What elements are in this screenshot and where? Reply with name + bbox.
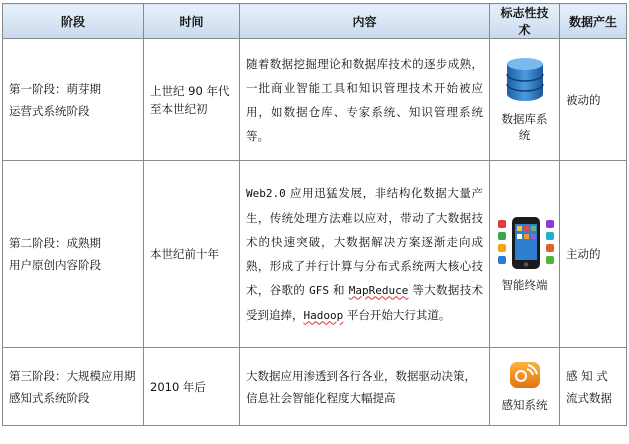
smartphone-icon [496, 216, 556, 273]
content-term: Hadoop [303, 308, 344, 322]
stage-subtitle: 感知式系统阶段 [9, 390, 90, 405]
tech-cell [490, 348, 560, 426]
time-cell [144, 39, 240, 161]
content-text: 应用迅猛发展，非结构化数据大量产生，传统处理方法难以应对，带动了大数据技术的快速突破，大数据解决方案逐渐走向成熟，形成了并行计算与分布式系统两大核心技术，谷歌的 [246, 185, 483, 297]
header-content: 内容 [240, 4, 490, 39]
stage-cell [3, 39, 144, 161]
big-data-stages-table [2, 3, 627, 426]
tech-cell [490, 39, 560, 161]
content-term: Web2.0 [246, 186, 286, 200]
stage-cell [3, 161, 144, 348]
time-cell [144, 348, 240, 426]
content-line: 信息社会智能化程度大幅提高 [246, 390, 396, 405]
generation-cell [560, 348, 627, 426]
header-generation: 数据产生 [560, 4, 627, 39]
content-text: 等大数据技术受到追捧， [246, 282, 484, 322]
tech-label: 智能终端 [501, 277, 548, 292]
content-cell: 随着数据挖掘理论和数据库技术的逐步成熟，一批商业智能工具和知识管理技术开始被应用，如数据仓库、专家系统、知识管理系统等。 [240, 39, 490, 161]
tech-cell [490, 161, 560, 348]
time-line: 至本世纪初 [150, 101, 208, 116]
content-text: 平台开始大行其道。 [343, 307, 451, 322]
generation-line: 感 知 式 [566, 368, 608, 383]
stage-name: 第二阶段：成熟期 [9, 236, 101, 250]
header-tech: 标志性技术 [490, 4, 560, 39]
time-line: 本世纪前十年 [150, 247, 219, 261]
sensor-icon [508, 360, 542, 393]
table-row [3, 161, 627, 348]
content-text: 和 [329, 282, 349, 297]
stage-name: 第三阶段：大规模应用期 [9, 368, 136, 383]
stage-cell [3, 348, 144, 426]
stage-name: 第一阶段：萌芽期 [9, 81, 101, 96]
generation-cell: 主动的 [560, 161, 627, 348]
content-line: 大数据应用渗透到各行各业，数据驱动决策， [246, 368, 476, 383]
generation-cell: 被动的 [560, 39, 627, 161]
generation-line: 流式数据 [566, 390, 612, 405]
stage-subtitle: 用户原创内容阶段 [9, 258, 101, 272]
table-row [3, 39, 627, 161]
content-term: GFS [309, 283, 329, 297]
header-row [3, 4, 627, 39]
time-line: 2010 年后 [150, 379, 206, 394]
time-line: 上世纪 90 年代 [150, 83, 230, 98]
content-cell [240, 348, 490, 426]
database-icon [503, 56, 547, 107]
content-cell [240, 161, 490, 348]
header-time: 时间 [144, 4, 240, 39]
content-term: MapReduce [348, 283, 409, 297]
tech-label: 数据库系统 [501, 112, 548, 142]
time-cell [144, 161, 240, 348]
header-stage: 阶段 [3, 4, 144, 39]
tech-label: 感知系统 [501, 398, 548, 412]
table-row [3, 348, 627, 426]
stage-subtitle: 运营式系统阶段 [9, 103, 90, 118]
